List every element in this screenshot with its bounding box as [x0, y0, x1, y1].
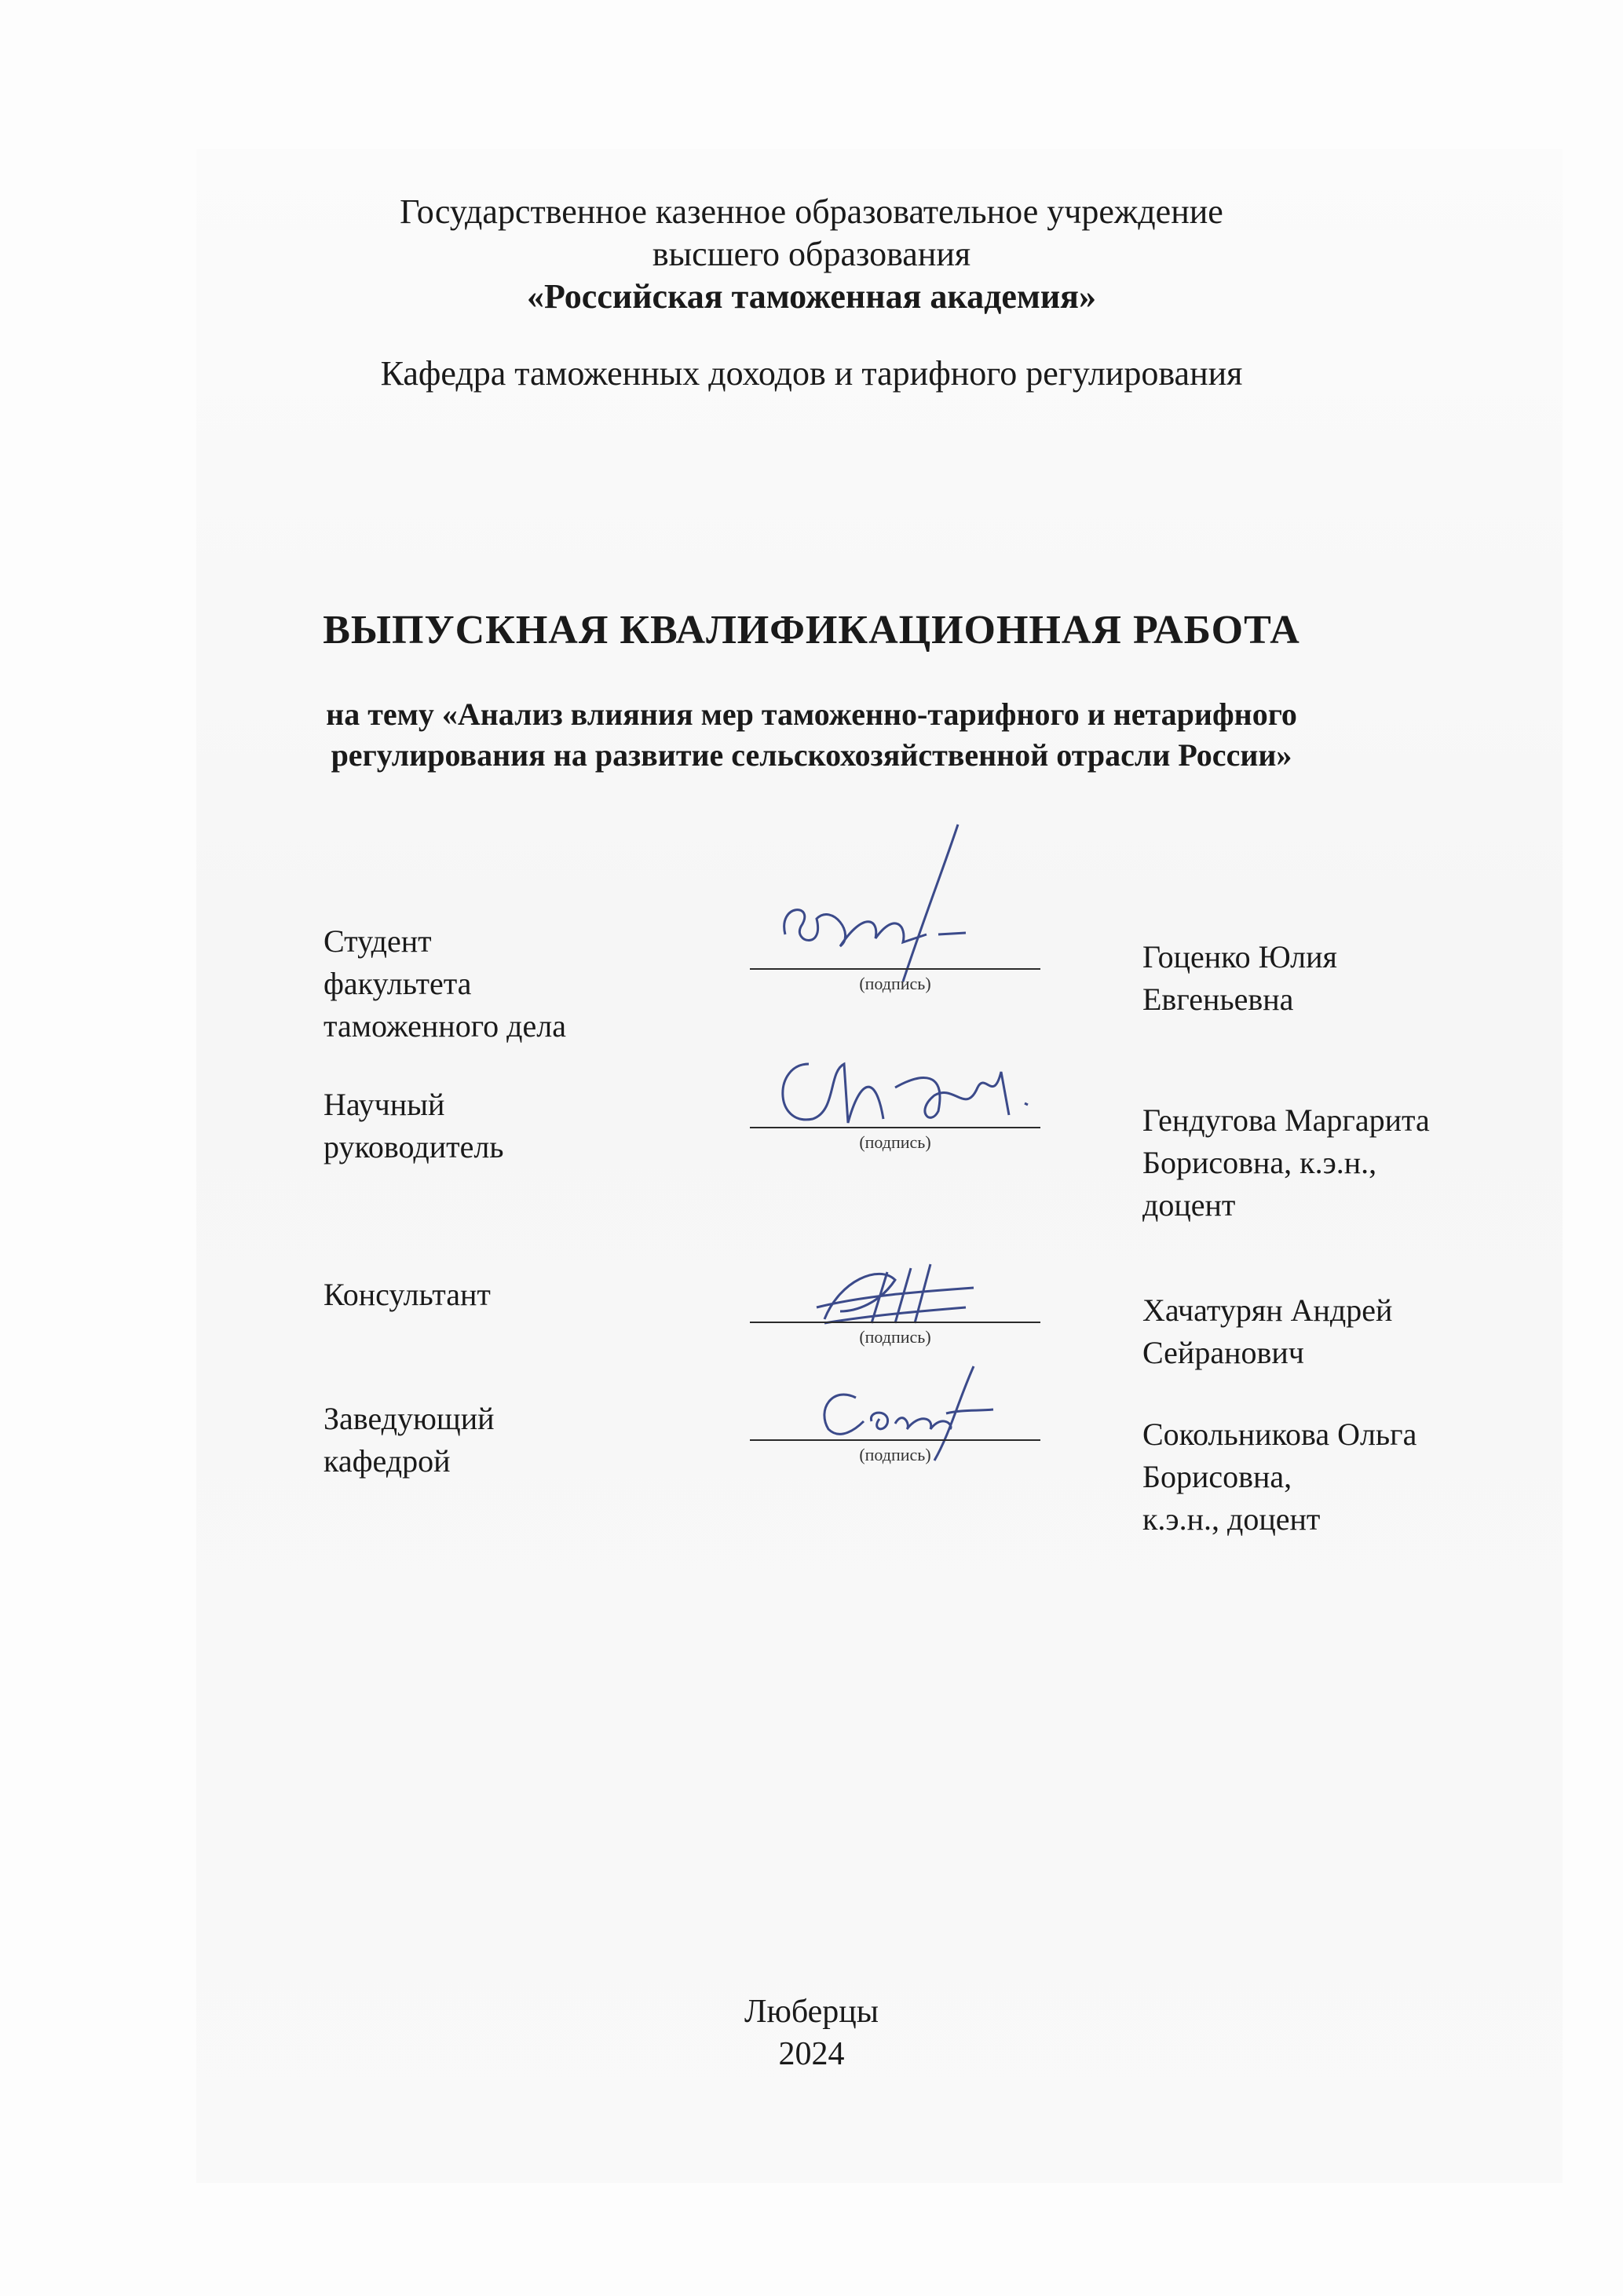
advisor-name-line: Борисовна, к.э.н., — [1142, 1145, 1377, 1180]
student-role-line: Студент — [324, 923, 432, 959]
head-name-line: Сокольникова Ольга — [1142, 1417, 1417, 1452]
advisor-role — [324, 1084, 504, 1168]
student-signature-caption: (подпись) — [859, 974, 931, 993]
head-role — [324, 1398, 495, 1483]
advisor-name-line: доцент — [1142, 1187, 1236, 1223]
head-role-line: кафедрой — [324, 1443, 451, 1479]
city: Люберцы — [744, 1994, 879, 2030]
advisor-signature-caption: (подпись) — [859, 1132, 931, 1152]
advisor-name — [1142, 1099, 1430, 1227]
consultant-name — [1142, 1289, 1392, 1374]
head-name-line: к.э.н., доцент — [1142, 1501, 1321, 1537]
student-role — [324, 920, 566, 1047]
student-name-line: Евгеньевна — [1142, 982, 1294, 1017]
student-signature-line — [750, 968, 1040, 970]
student-role-line: факультета — [324, 966, 472, 1001]
advisor-name-line: Гендугова Маргарита — [1142, 1102, 1430, 1138]
consultant-role-line: Консультант — [324, 1277, 491, 1312]
student-name — [1142, 936, 1337, 1021]
consultant-signature-caption: (подпись) — [859, 1327, 931, 1347]
academy-name: «Российская таможенная академия» — [527, 277, 1096, 316]
institution-line-2: высшего образования — [652, 235, 971, 273]
institution-line-1: Государственное казенное образовательное учреждение — [400, 192, 1223, 231]
head-signature-caption: (подпись) — [859, 1445, 931, 1464]
student-signature — [769, 817, 1036, 989]
topic-line-2: регулирования на развитие сельскохозяйственной отрасли России» — [331, 737, 1292, 773]
consultant-name-line: Хачатурян Андрей — [1142, 1292, 1393, 1328]
head-name-line: Борисовна, — [1142, 1459, 1292, 1494]
head-name — [1142, 1413, 1416, 1541]
consultant-role — [324, 1274, 491, 1316]
head-signature-line — [750, 1439, 1040, 1441]
advisor-signature-line — [750, 1127, 1040, 1128]
consultant-name-line: Сейранович — [1142, 1335, 1304, 1370]
topic-line-1: на тему «Анализ влияния мер таможенно-тарифного и нетарифного — [326, 696, 1297, 732]
consultant-signature-line — [750, 1322, 1040, 1323]
head-role-line: Заведующий — [324, 1401, 495, 1436]
advisor-role-line: Научный — [324, 1087, 445, 1122]
department-name: Кафедра таможенных доходов и тарифного регулирования — [380, 354, 1243, 393]
student-role-line: таможенного дела — [324, 1008, 566, 1044]
advisor-role-line: руководитель — [324, 1129, 504, 1164]
student-name-line: Гоценко Юлия — [1142, 939, 1337, 974]
work-type-title: ВЫПУСКНАЯ КВАЛИФИКАЦИОННАЯ РАБОТА — [323, 608, 1300, 653]
year: 2024 — [778, 2036, 845, 2072]
